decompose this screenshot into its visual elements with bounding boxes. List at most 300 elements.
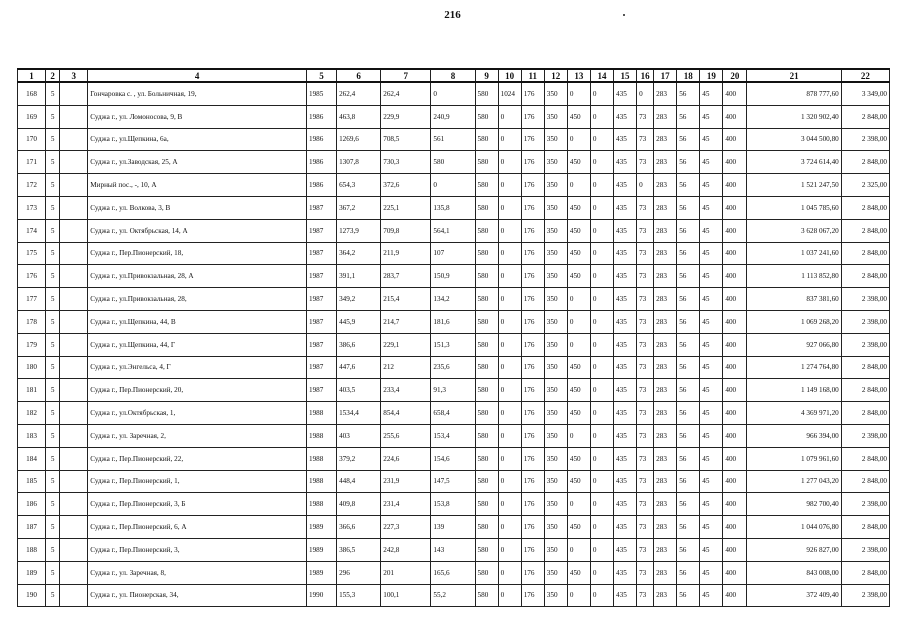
value-cell: 176	[521, 219, 544, 242]
value-cell: 580	[475, 561, 498, 584]
value-cell: 154,6	[431, 447, 475, 470]
table-row	[18, 219, 890, 242]
value-cell: 283	[654, 584, 677, 607]
value-cell: 0	[590, 128, 613, 151]
blank-cell	[60, 402, 88, 425]
address-cell: Суджа г., Пер.Пионерский, 22,	[88, 447, 307, 470]
year-cell: 1988	[306, 493, 336, 516]
column-header: 21	[747, 69, 841, 82]
column-header: 7	[381, 69, 431, 82]
column-header: 10	[498, 69, 521, 82]
value-cell: 0	[498, 356, 521, 379]
value-cell: 0	[590, 174, 613, 197]
value-cell: 176	[521, 151, 544, 174]
value-cell: 262,4	[337, 82, 381, 105]
table-row	[18, 584, 890, 607]
value-cell: 153,8	[431, 493, 475, 516]
value-cell: 349,2	[337, 288, 381, 311]
value-cell: 56	[677, 516, 700, 539]
value-cell: 176	[521, 265, 544, 288]
value-cell: 56	[677, 402, 700, 425]
column-header: 14	[590, 69, 613, 82]
value-cell: 45	[700, 538, 723, 561]
year-cell: 1989	[306, 516, 336, 539]
value-cell: 283	[654, 265, 677, 288]
value-cell: 283	[654, 402, 677, 425]
page-number: 216	[444, 9, 461, 21]
value-cell: 212	[381, 356, 431, 379]
table-row	[18, 493, 890, 516]
blank-cell	[60, 379, 88, 402]
value-cell: 708,5	[381, 128, 431, 151]
value-cell: 463,8	[337, 105, 381, 128]
value-cell: 135,8	[431, 196, 475, 219]
value-cell: 73	[637, 493, 654, 516]
value-cell: 435	[614, 196, 637, 219]
amount-cell: 1 079 961,60	[747, 447, 841, 470]
value-cell: 350	[544, 561, 567, 584]
table-row	[18, 470, 890, 493]
table-row	[18, 196, 890, 219]
value-cell: 0	[590, 402, 613, 425]
value-cell: 450	[567, 447, 590, 470]
value-cell: 0	[498, 151, 521, 174]
column-header: 6	[337, 69, 381, 82]
year-cell: 1987	[306, 310, 336, 333]
value-cell: 283	[654, 310, 677, 333]
year-cell: 1990	[306, 584, 336, 607]
value-cell: 150,9	[431, 265, 475, 288]
row-number-cell: 185	[18, 470, 46, 493]
value-cell: 450	[567, 105, 590, 128]
value-cell: 56	[677, 242, 700, 265]
value-cell: 296	[337, 561, 381, 584]
table-row	[18, 379, 890, 402]
value-cell: 0	[498, 538, 521, 561]
value-cell: 0	[590, 265, 613, 288]
value-cell: 0	[567, 310, 590, 333]
address-cell: Суджа г., Пер.Пионерский, 3,	[88, 538, 307, 561]
value-cell: 654,3	[337, 174, 381, 197]
level-cell: 5	[46, 196, 60, 219]
blank-cell	[60, 493, 88, 516]
value-cell: 0	[637, 82, 654, 105]
value-cell: 350	[544, 82, 567, 105]
value-cell: 283	[654, 538, 677, 561]
value-cell: 176	[521, 105, 544, 128]
value-cell: 435	[614, 105, 637, 128]
level-cell: 5	[46, 402, 60, 425]
value-cell: 658,4	[431, 402, 475, 425]
value-cell: 400	[723, 538, 747, 561]
level-cell: 5	[46, 493, 60, 516]
value-cell: 350	[544, 584, 567, 607]
row-number-cell: 173	[18, 196, 46, 219]
value-cell: 235,6	[431, 356, 475, 379]
value-cell: 56	[677, 196, 700, 219]
amount-cell: 878 777,60	[747, 82, 841, 105]
value-cell: 181,6	[431, 310, 475, 333]
blank-cell	[60, 310, 88, 333]
value-cell: 231,9	[381, 470, 431, 493]
value-cell: 0	[567, 128, 590, 151]
value-cell: 580	[431, 151, 475, 174]
table-row	[18, 447, 890, 470]
value-cell: 283	[654, 196, 677, 219]
value-cell: 447,6	[337, 356, 381, 379]
value-cell: 0	[590, 561, 613, 584]
table-row	[18, 288, 890, 311]
value-cell: 73	[637, 402, 654, 425]
level-cell: 5	[46, 310, 60, 333]
value-cell: 580	[475, 174, 498, 197]
value-cell: 391,1	[337, 265, 381, 288]
value-cell: 45	[700, 493, 723, 516]
value-cell: 283	[654, 447, 677, 470]
amount-cell: 1 274 764,80	[747, 356, 841, 379]
value-cell: 45	[700, 265, 723, 288]
column-header: 13	[567, 69, 590, 82]
value-cell: 400	[723, 470, 747, 493]
value-cell: 435	[614, 561, 637, 584]
value-cell: 400	[723, 584, 747, 607]
rate-cell: 2 848,00	[841, 470, 889, 493]
amount-cell: 1 045 785,60	[747, 196, 841, 219]
value-cell: 56	[677, 538, 700, 561]
year-cell: 1987	[306, 379, 336, 402]
value-cell: 283	[654, 174, 677, 197]
rate-cell: 2 848,00	[841, 105, 889, 128]
value-cell: 139	[431, 516, 475, 539]
column-header: 3	[60, 69, 88, 82]
row-number-cell: 188	[18, 538, 46, 561]
value-cell: 176	[521, 561, 544, 584]
value-cell: 400	[723, 379, 747, 402]
rate-cell: 3 349,00	[841, 82, 889, 105]
year-cell: 1987	[306, 242, 336, 265]
value-cell: 386,6	[337, 333, 381, 356]
value-cell: 0	[498, 333, 521, 356]
address-cell: Суджа г., ул.Энгельса, 4, Г	[88, 356, 307, 379]
value-cell: 403,5	[337, 379, 381, 402]
value-cell: 283	[654, 333, 677, 356]
address-cell: Суджа г., ул. Ломоносова, 9, В	[88, 105, 307, 128]
level-cell: 5	[46, 265, 60, 288]
value-cell: 580	[475, 128, 498, 151]
rate-cell: 2 398,00	[841, 584, 889, 607]
value-cell: 165,6	[431, 561, 475, 584]
value-cell: 367,2	[337, 196, 381, 219]
amount-cell: 3 724 614,40	[747, 151, 841, 174]
year-cell: 1987	[306, 196, 336, 219]
rate-cell: 2 398,00	[841, 538, 889, 561]
year-cell: 1987	[306, 333, 336, 356]
value-cell: 0	[590, 516, 613, 539]
value-cell: 400	[723, 356, 747, 379]
value-cell: 350	[544, 538, 567, 561]
rate-cell: 2 848,00	[841, 561, 889, 584]
amount-cell: 1 044 076,80	[747, 516, 841, 539]
column-header: 11	[521, 69, 544, 82]
value-cell: 45	[700, 196, 723, 219]
value-cell: 73	[637, 561, 654, 584]
value-cell: 283	[654, 82, 677, 105]
value-cell: 45	[700, 151, 723, 174]
value-cell: 176	[521, 424, 544, 447]
value-cell: 56	[677, 174, 700, 197]
blank-cell	[60, 356, 88, 379]
address-cell: Суджа г., ул. Октябрьская, 14, А	[88, 219, 307, 242]
value-cell: 350	[544, 333, 567, 356]
amount-cell: 1 521 247,50	[747, 174, 841, 197]
value-cell: 73	[637, 470, 654, 493]
value-cell: 73	[637, 242, 654, 265]
value-cell: 151,3	[431, 333, 475, 356]
value-cell: 56	[677, 219, 700, 242]
year-cell: 1986	[306, 128, 336, 151]
value-cell: 0	[590, 493, 613, 516]
row-number-cell: 177	[18, 288, 46, 311]
value-cell: 730,3	[381, 151, 431, 174]
year-cell: 1987	[306, 356, 336, 379]
value-cell: 225,1	[381, 196, 431, 219]
value-cell: 155,3	[337, 584, 381, 607]
value-cell: 350	[544, 310, 567, 333]
value-cell: 0	[498, 379, 521, 402]
row-number-cell: 174	[18, 219, 46, 242]
value-cell: 0	[498, 219, 521, 242]
value-cell: 364,2	[337, 242, 381, 265]
register-table	[17, 68, 890, 607]
value-cell: 400	[723, 516, 747, 539]
amount-cell: 3 044 500,80	[747, 128, 841, 151]
value-cell: 0	[590, 447, 613, 470]
value-cell: 45	[700, 310, 723, 333]
blank-cell	[60, 333, 88, 356]
value-cell: 56	[677, 584, 700, 607]
value-cell: 450	[567, 242, 590, 265]
value-cell: 0	[567, 538, 590, 561]
value-cell: 0	[498, 516, 521, 539]
value-cell: 0	[590, 470, 613, 493]
level-cell: 5	[46, 82, 60, 105]
value-cell: 56	[677, 333, 700, 356]
value-cell: 214,7	[381, 310, 431, 333]
value-cell: 176	[521, 470, 544, 493]
value-cell: 0	[590, 219, 613, 242]
value-cell: 435	[614, 538, 637, 561]
rate-cell: 2 848,00	[841, 265, 889, 288]
value-cell: 45	[700, 447, 723, 470]
value-cell: 386,5	[337, 538, 381, 561]
value-cell: 350	[544, 196, 567, 219]
value-cell: 45	[700, 333, 723, 356]
value-cell: 366,6	[337, 516, 381, 539]
value-cell: 262,4	[381, 82, 431, 105]
rate-cell: 2 848,00	[841, 219, 889, 242]
blank-cell	[60, 516, 88, 539]
value-cell: 45	[700, 82, 723, 105]
address-cell: Суджа г., ул. Волкова, 3, В	[88, 196, 307, 219]
blank-cell	[60, 242, 88, 265]
value-cell: 73	[637, 379, 654, 402]
value-cell: 176	[521, 584, 544, 607]
value-cell: 45	[700, 105, 723, 128]
value-cell: 73	[637, 128, 654, 151]
value-cell: 435	[614, 265, 637, 288]
value-cell: 580	[475, 538, 498, 561]
value-cell: 400	[723, 82, 747, 105]
value-cell: 350	[544, 516, 567, 539]
value-cell: 580	[475, 470, 498, 493]
value-cell: 580	[475, 584, 498, 607]
value-cell: 0	[590, 584, 613, 607]
value-cell: 0	[498, 402, 521, 425]
address-cell: Суджа г., Пер.Пионерский, 3, Б	[88, 493, 307, 516]
value-cell: 1269,6	[337, 128, 381, 151]
value-cell: 283	[654, 424, 677, 447]
value-cell: 435	[614, 242, 637, 265]
value-cell: 400	[723, 402, 747, 425]
value-cell: 56	[677, 356, 700, 379]
value-cell: 580	[475, 265, 498, 288]
rate-cell: 2 848,00	[841, 379, 889, 402]
value-cell: 283	[654, 128, 677, 151]
rate-cell: 2 848,00	[841, 151, 889, 174]
value-cell: 400	[723, 174, 747, 197]
value-cell: 372,6	[381, 174, 431, 197]
value-cell: 255,6	[381, 424, 431, 447]
value-cell: 450	[567, 356, 590, 379]
amount-cell: 843 008,00	[747, 561, 841, 584]
amount-cell: 926 827,00	[747, 538, 841, 561]
column-header: 12	[544, 69, 567, 82]
amount-cell: 982 700,40	[747, 493, 841, 516]
value-cell: 56	[677, 310, 700, 333]
amount-cell: 4 369 971,20	[747, 402, 841, 425]
value-cell: 100,1	[381, 584, 431, 607]
blank-cell	[60, 424, 88, 447]
value-cell: 176	[521, 447, 544, 470]
value-cell: 0	[590, 105, 613, 128]
value-cell: 45	[700, 219, 723, 242]
value-cell: 435	[614, 333, 637, 356]
blank-cell	[60, 265, 88, 288]
scan-speck	[623, 14, 625, 16]
value-cell: 73	[637, 288, 654, 311]
value-cell: 107	[431, 242, 475, 265]
value-cell: 0	[498, 584, 521, 607]
blank-cell	[60, 219, 88, 242]
value-cell: 73	[637, 538, 654, 561]
address-cell: Суджа г., ул. Заречная, 2,	[88, 424, 307, 447]
value-cell: 134,2	[431, 288, 475, 311]
value-cell: 450	[567, 265, 590, 288]
row-number-cell: 168	[18, 82, 46, 105]
value-cell: 73	[637, 310, 654, 333]
value-cell: 1273,9	[337, 219, 381, 242]
year-cell: 1988	[306, 424, 336, 447]
value-cell: 435	[614, 424, 637, 447]
value-cell: 229,1	[381, 333, 431, 356]
value-cell: 400	[723, 424, 747, 447]
level-cell: 5	[46, 288, 60, 311]
column-header: 4	[88, 69, 307, 82]
value-cell: 56	[677, 561, 700, 584]
level-cell: 5	[46, 584, 60, 607]
table-row	[18, 424, 890, 447]
address-cell: Суджа г., ул.Заводская, 25, А	[88, 151, 307, 174]
value-cell: 350	[544, 174, 567, 197]
year-cell: 1988	[306, 447, 336, 470]
value-cell: 0	[498, 288, 521, 311]
amount-cell: 1 113 852,80	[747, 265, 841, 288]
amount-cell: 1 069 268,20	[747, 310, 841, 333]
level-cell: 5	[46, 424, 60, 447]
value-cell: 242,8	[381, 538, 431, 561]
value-cell: 448,4	[337, 470, 381, 493]
address-cell: Суджа г., ул.Октябрьская, 1,	[88, 402, 307, 425]
value-cell: 561	[431, 128, 475, 151]
table-row	[18, 265, 890, 288]
value-cell: 450	[567, 516, 590, 539]
column-header: 5	[306, 69, 336, 82]
value-cell: 580	[475, 82, 498, 105]
address-cell: Суджа г., ул.Привокзальная, 28,	[88, 288, 307, 311]
value-cell: 0	[498, 128, 521, 151]
value-cell: 73	[637, 151, 654, 174]
column-header: 8	[431, 69, 475, 82]
value-cell: 56	[677, 82, 700, 105]
level-cell: 5	[46, 379, 60, 402]
value-cell: 0	[590, 379, 613, 402]
value-cell: 580	[475, 493, 498, 516]
value-cell: 400	[723, 151, 747, 174]
value-cell: 435	[614, 174, 637, 197]
table-row	[18, 242, 890, 265]
value-cell: 56	[677, 151, 700, 174]
table-row	[18, 516, 890, 539]
value-cell: 0	[498, 196, 521, 219]
value-cell: 409,8	[337, 493, 381, 516]
value-cell: 400	[723, 196, 747, 219]
level-cell: 5	[46, 447, 60, 470]
value-cell: 0	[590, 356, 613, 379]
rate-cell: 2 398,00	[841, 288, 889, 311]
value-cell: 240,9	[431, 105, 475, 128]
value-cell: 350	[544, 219, 567, 242]
value-cell: 176	[521, 82, 544, 105]
amount-cell: 1 277 043,20	[747, 470, 841, 493]
value-cell: 283	[654, 516, 677, 539]
table-row	[18, 105, 890, 128]
table-row	[18, 538, 890, 561]
value-cell: 0	[567, 82, 590, 105]
value-cell: 0	[567, 333, 590, 356]
value-cell: 73	[637, 265, 654, 288]
value-cell: 45	[700, 288, 723, 311]
rate-cell: 2 848,00	[841, 356, 889, 379]
value-cell: 350	[544, 105, 567, 128]
value-cell: 0	[590, 333, 613, 356]
value-cell: 350	[544, 402, 567, 425]
value-cell: 0	[498, 447, 521, 470]
value-cell: 56	[677, 265, 700, 288]
blank-cell	[60, 288, 88, 311]
value-cell: 45	[700, 128, 723, 151]
value-cell: 0	[567, 493, 590, 516]
value-cell: 283	[654, 219, 677, 242]
